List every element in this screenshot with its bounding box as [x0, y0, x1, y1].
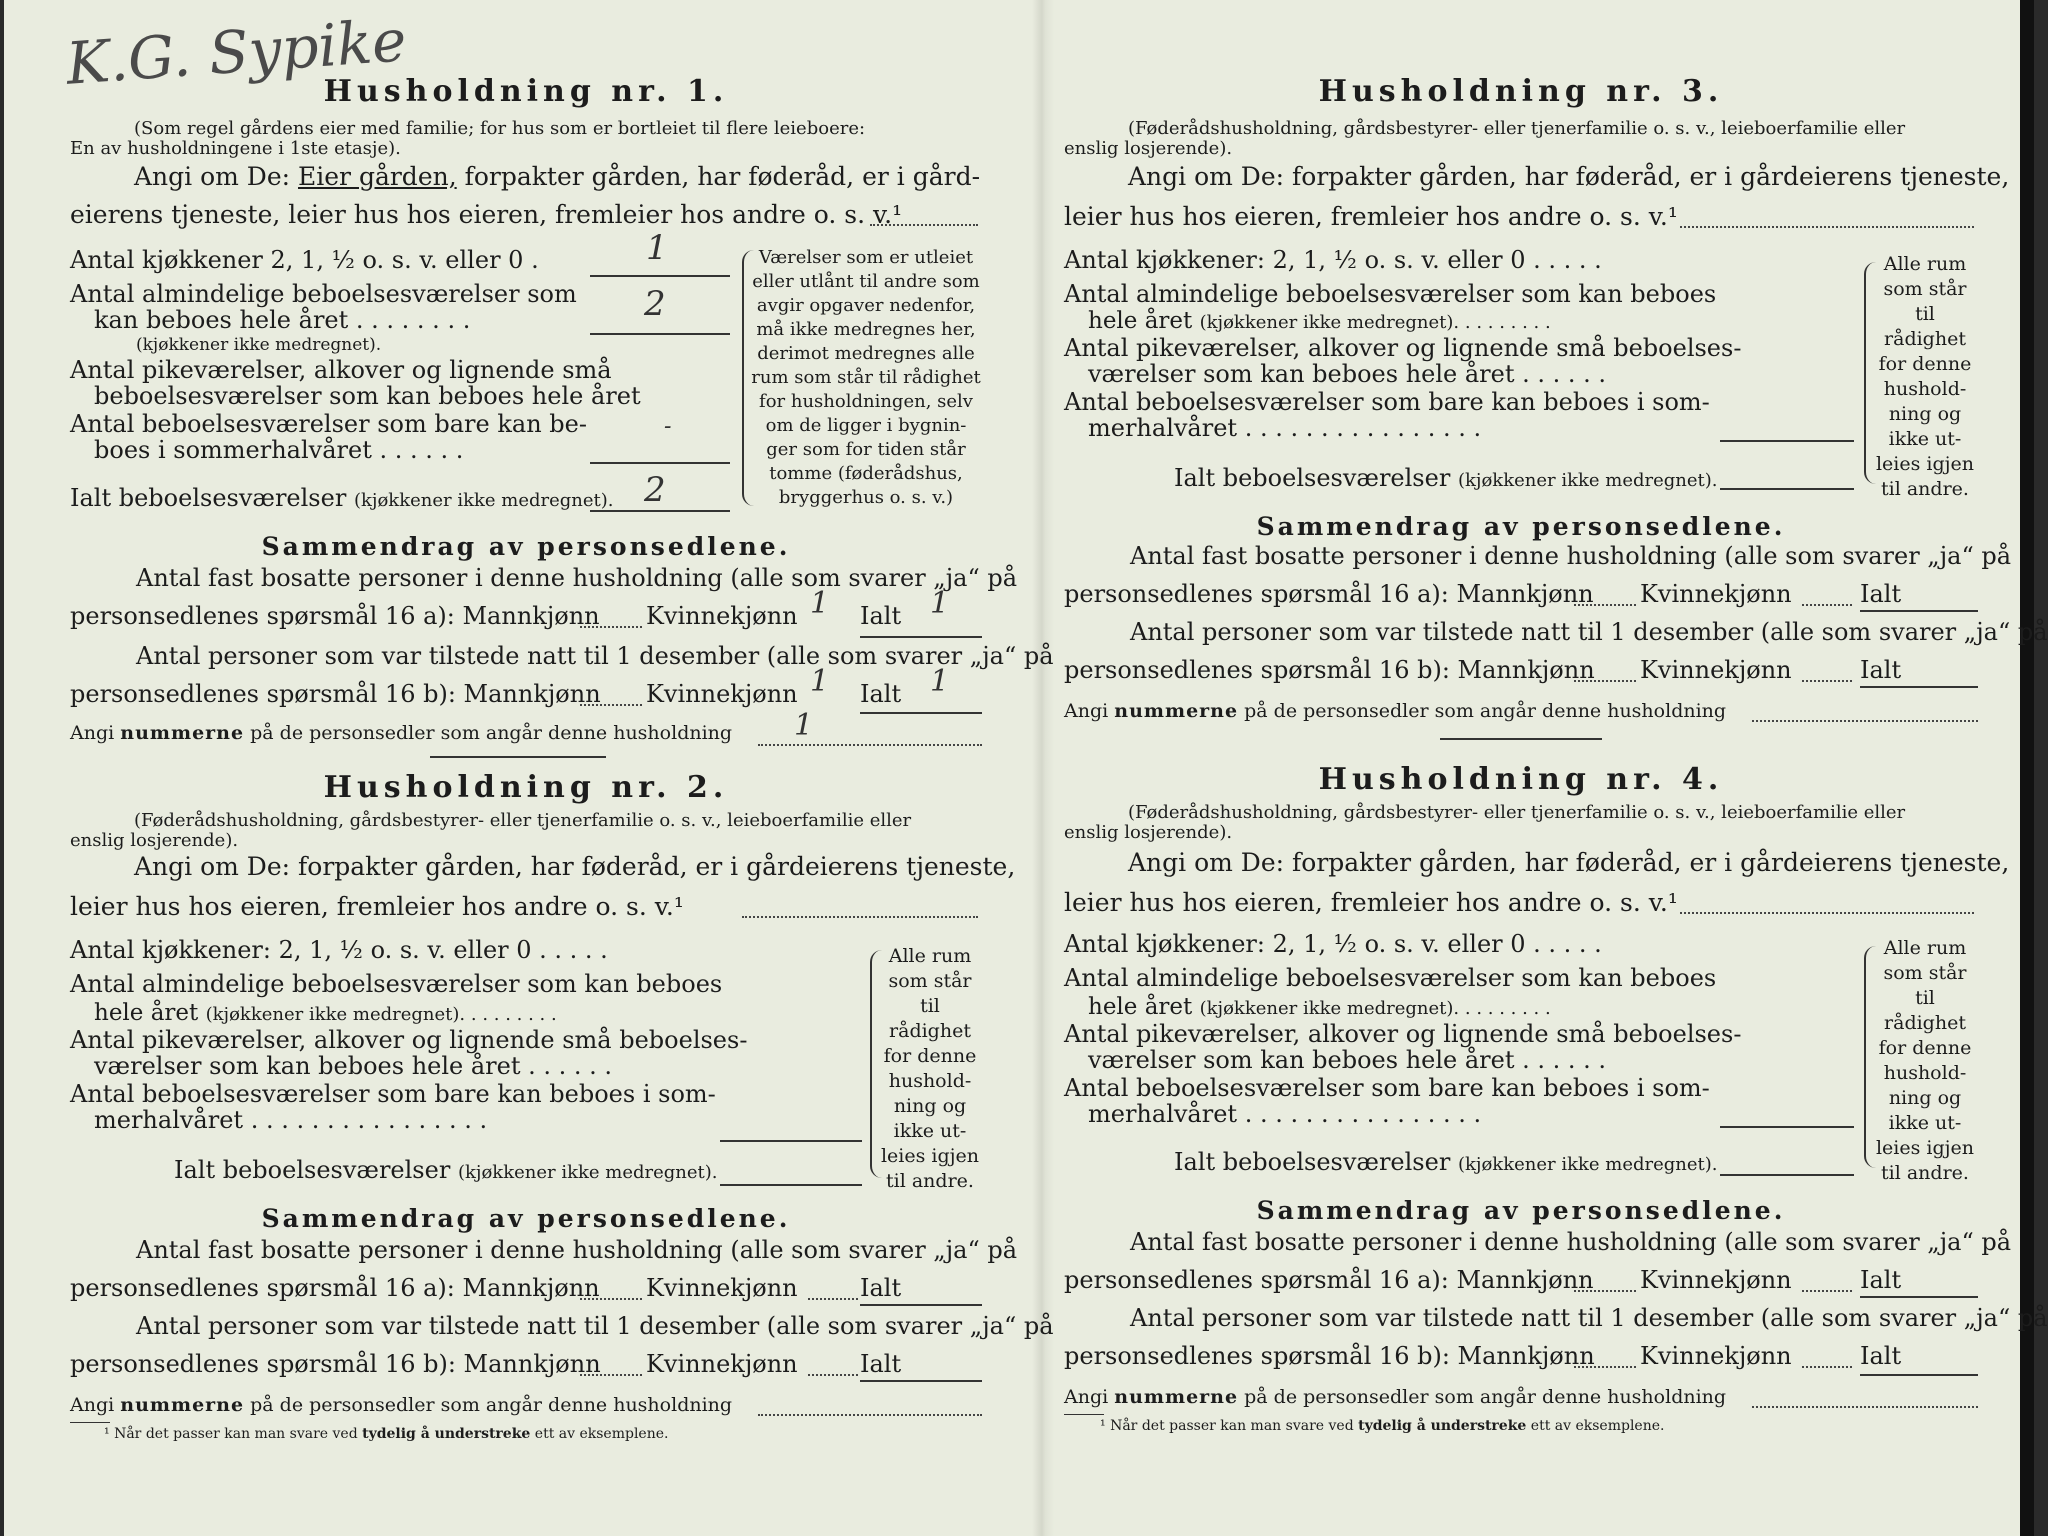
hh4-ialt-row: Ialt beboelsesværelser (kjøkkener ikke medregnet). [1174, 1148, 1718, 1176]
hh2-ialt-row: Ialt beboelsesværelser (kjøkkener ikke medregnet). [174, 1156, 718, 1184]
hh2-rooms-label-2: hele året (kjøkkener ikke medregnet). . . . . . . . . [94, 1000, 557, 1026]
hh3-title: Husholdning nr. 3. [1318, 74, 1724, 109]
hh4-nummer-row: Angi nummerne på de personsedler som angår denne husholdning [1064, 1386, 1727, 1408]
hh3-summer-line[interactable] [1720, 440, 1854, 442]
hh3-paren-1: (Føderådshusholdning, gårdsbestyrer- eller tjenerfamilie o. s. v., leieboerfamilie eller [1128, 118, 1906, 139]
hh3-b-kvinne-line[interactable] [1802, 680, 1852, 682]
hh1-kitchens-answer[interactable]: 1 [646, 228, 668, 268]
hh4-kitchens-label: Antal kjøkkener: 2, 1, ½ o. s. v. eller 0 . . . . . [1064, 930, 1602, 958]
census-form-page [4, 0, 2048, 1536]
hh3-maid-rooms-label-1: Antal pikeværelser, alkover og lignende små beboelses- [1064, 334, 1742, 362]
footnote-left: ¹ Når det passer kan man svare ved tydelig å understreke ett av eksemplene. [104, 1426, 669, 1442]
hh1-b-ialt-answer[interactable]: 1 [930, 664, 950, 699]
hh2-a-ialt-line[interactable] [860, 1304, 982, 1306]
hh1-a-mann-line[interactable] [580, 626, 642, 628]
hh1-a-kvinne-answer[interactable]: 1 [810, 586, 830, 621]
hh3-b-line-2: personsedlenes spørsmål 16 b): Mannkjønn [1064, 656, 1595, 684]
hh2-b-kvinne-line[interactable] [808, 1374, 858, 1376]
hh4-paren-1: (Føderådshusholdning, gårdsbestyrer- eller tjenerfamilie o. s. v., leieboerfamilie eller [1128, 802, 1906, 823]
hh3-nummer-line[interactable] [1752, 720, 1978, 722]
hh3-summary-title: Sammendrag av personsedlene. [1256, 512, 1786, 541]
hh3-a-line-1: Antal fast bosatte personer i denne husholdning (alle som svarer „ja“ på [1130, 542, 2012, 570]
hh4-rooms-label-1: Antal almindelige beboelsesværelser som kan beboes [1064, 964, 1717, 992]
hh1-angi-line-1: Angi om De: Eier gården, forpakter gården, har føderåd, er i gård- [134, 162, 981, 191]
hh2-a-kvinne-label: Kvinnekjønn [646, 1274, 798, 1302]
hh1-ialt-line[interactable] [590, 510, 730, 512]
hh2-a-line-1: Antal fast bosatte personer i denne husholdning (alle som svarer „ja“ på [136, 1236, 1018, 1264]
hh1-separator [430, 756, 606, 758]
hh3-ialt-line[interactable] [1720, 488, 1854, 490]
hh2-b-ialt-label: Ialt [860, 1350, 902, 1378]
footnote-right: ¹ Når det passer kan man svare ved tydelig å understreke ett av eksemplene. [1100, 1418, 1665, 1434]
hh2-angi-answer-line[interactable] [742, 916, 978, 918]
hh2-ialt-line[interactable] [720, 1184, 862, 1186]
hh4-b-ialt-label: Ialt [1860, 1342, 1902, 1370]
hh4-summer-label-2: merhalvåret . . . . . . . . . . . . . . . . [1088, 1100, 1482, 1128]
hh3-separator [1440, 738, 1602, 740]
hh2-angi-line-1: Angi om De: forpakter gården, har føderåd, er i gårdeierens tjeneste, [134, 852, 1016, 881]
hh1-b-ialt-line[interactable] [860, 712, 982, 714]
hh2-b-kvinne-label: Kvinnekjønn [646, 1350, 798, 1378]
hh2-a-line-2: personsedlenes spørsmål 16 a): Mannkjønn [70, 1274, 600, 1302]
hh1-rooms-label-2: kan beboes hele året . . . . . . . . [94, 306, 471, 334]
hh3-a-ialt-line[interactable] [1860, 610, 1978, 612]
hh1-side-note: Værelser som er utleiet eller utlånt til andre som avgir opgaver nedenfor, må ikke medregnes her, derimot medregnes alle rum som står til rådighet for husholdningen, selv om de ligger i bygnin- ger som for tiden står tomme (føderådshus, bryggerhus o. s. v.) [751, 247, 981, 508]
hh4-summer-line[interactable] [1720, 1126, 1854, 1128]
hh2-side-note: Alle rum som står til rådighet for denne hushold- ning og ikke ut- leies igjen til andre. [880, 945, 980, 1192]
hh4-angi-line-1: Angi om De: forpakter gården, har føderåd, er i gårdeierens tjeneste, [1128, 848, 2010, 877]
hh4-a-ialt-label: Ialt [1860, 1266, 1902, 1294]
hh1-summer-label-1: Antal beboelsesværelser som bare kan be- [70, 410, 587, 438]
hh1-kitchens-label: Antal kjøkkener 2, 1, ½ o. s. v. eller 0 . [70, 246, 539, 274]
left-column [70, 0, 1054, 1536]
hh4-b-line-1: Antal personer som var tilstede natt til 1 desember (alle som svarer „ja“ på [1130, 1304, 2048, 1332]
hh2-title: Husholdning nr. 2. [323, 770, 729, 805]
hh2-a-kvinne-line[interactable] [808, 1298, 858, 1300]
hh4-a-mann-line[interactable] [1574, 1290, 1636, 1292]
hh1-kitchens-line[interactable] [590, 275, 730, 277]
hh2-nummer-row: Angi nummerne på de personsedler som angår denne husholdning [70, 1394, 733, 1416]
hh4-angi-answer-line[interactable] [1680, 912, 1974, 914]
hh1-rooms-label-1: Antal almindelige beboelsesværelser som [70, 280, 577, 308]
hh2-maid-rooms-label-1: Antal pikeværelser, alkover og lignende små beboelses- [70, 1026, 748, 1054]
hh1-nummer-line[interactable] [758, 744, 982, 746]
hh2-nummer-line[interactable] [758, 1414, 982, 1416]
hh4-b-kvinne-label: Kvinnekjønn [1640, 1342, 1792, 1370]
hh2-paren-2: enslig losjerende). [70, 830, 239, 851]
hh3-angi-line-2: leier hus hos eieren, fremleier hos andre o. s. v.¹ [1064, 202, 1678, 231]
hh1-a-ialt-label: Ialt [860, 602, 902, 630]
hh1-summer-line[interactable] [590, 462, 730, 464]
hh1-summer-label-2: boes i sommerhalvåret . . . . . . [94, 436, 464, 464]
hh1-b-kvinne-answer[interactable]: 1 [810, 664, 830, 699]
hh3-b-line-1: Antal personer som var tilstede natt til 1 desember (alle som svarer „ja“ på [1130, 618, 2048, 646]
hh4-ialt-line[interactable] [1720, 1174, 1854, 1176]
hh4-b-ialt-line[interactable] [1860, 1374, 1978, 1376]
hh3-paren-2: enslig losjerende). [1064, 138, 1233, 159]
hh1-b-mann-line[interactable] [580, 704, 642, 706]
hh4-a-line-2: personsedlenes spørsmål 16 a): Mannkjønn [1064, 1266, 1594, 1294]
hh2-b-line-1: Antal personer som var tilstede natt til 1 desember (alle som svarer „ja“ på [136, 1312, 1054, 1340]
hh4-angi-line-2: leier hus hos eieren, fremleier hos andre o. s. v.¹ [1064, 888, 1678, 917]
hh3-a-kvinne-line[interactable] [1802, 604, 1852, 606]
hh1-b-line-1: Antal personer som var tilstede natt til 1 desember (alle som svarer „ja“ på [136, 642, 1054, 670]
hh1-eier-choice[interactable]: Eier gården, [298, 162, 457, 191]
handwritten-header: K.G. Sypike [64, 6, 409, 98]
hh4-title: Husholdning nr. 4. [1318, 762, 1724, 797]
footnote-rule-right [1064, 1414, 1104, 1415]
hh2-summer-line[interactable] [720, 1140, 862, 1142]
hh2-rooms-label-1: Antal almindelige beboelsesværelser som kan beboes [70, 970, 723, 998]
hh1-angi-answer-line[interactable] [870, 224, 978, 226]
hh2-angi-line-2: leier hus hos eieren, fremleier hos andre o. s. v.¹ [70, 892, 684, 921]
hh1-paren-2: En av husholdningene i 1ste etasje). [70, 138, 401, 159]
hh2-b-ialt-line[interactable] [860, 1380, 982, 1382]
hh4-a-kvinne-line[interactable] [1802, 1290, 1852, 1292]
hh3-maid-rooms-label-2: værelser som kan beboes hele året . . . . . . [1088, 360, 1607, 388]
hh1-summary-title: Sammendrag av personsedlene. [261, 532, 791, 561]
hh4-nummer-line[interactable] [1752, 1406, 1978, 1408]
hh4-paren-2: enslig losjerende). [1064, 822, 1233, 843]
hh1-paren-1: (Som regel gårdens eier med familie; for hus som er bortleiet til flere leieboere: [134, 118, 866, 139]
hh1-a-line-1: Antal fast bosatte personer i denne husholdning (alle som svarer „ja“ på [136, 564, 1018, 592]
right-column [1064, 0, 2048, 1536]
hh1-a-kvinne-label: Kvinnekjønn [646, 602, 798, 630]
hh1-b-kvinne-label: Kvinnekjønn [646, 680, 798, 708]
hh1-b-ialt-label: Ialt [860, 680, 902, 708]
hh4-side-note: Alle rum som står til rådighet for denne hushold- ning og ikke ut- leies igjen til andre. [1875, 937, 1975, 1184]
hh3-angi-line-1: Angi om De: forpakter gården, har føderåd, er i gårdeierens tjeneste, [1128, 162, 2010, 191]
hh4-b-line-2: personsedlenes spørsmål 16 b): Mannkjønn [1064, 1342, 1595, 1370]
hh1-maid-rooms-label-1: Antal pikeværelser, alkover og lignende små [70, 356, 612, 384]
hh1-summer-answer[interactable]: - [664, 414, 672, 439]
hh3-nummer-row: Angi nummerne på de personsedler som angår denne husholdning [1064, 700, 1727, 722]
hh4-summary-title: Sammendrag av personsedlene. [1256, 1196, 1786, 1225]
hh1-a-ialt-line[interactable] [860, 636, 982, 638]
hh4-rooms-label-2: hele året (kjøkkener ikke medregnet). . . . . . . . . [1088, 994, 1551, 1020]
hh1-maid-rooms-label-2: beboelsesværelser som kan beboes hele året [94, 382, 641, 410]
hh3-kitchens-label: Antal kjøkkener: 2, 1, ½ o. s. v. eller 0 . . . . . [1064, 246, 1602, 274]
hh1-rooms-answer[interactable]: 2 [644, 284, 666, 324]
hh2-kitchens-label: Antal kjøkkener: 2, 1, ½ o. s. v. eller 0 . . . . . [70, 936, 608, 964]
hh1-ialt-row: Ialt beboelsesværelser (kjøkkener ikke medregnet). [70, 484, 614, 512]
page-fold [1032, 0, 1054, 1536]
hh2-b-mann-line[interactable] [580, 1374, 642, 1376]
hh1-nummer-answer[interactable]: 1 [794, 708, 814, 743]
hh1-ialt-answer[interactable]: 2 [644, 470, 666, 510]
hh2-paren-1: (Føderådshusholdning, gårdsbestyrer- eller tjenerfamilie o. s. v., leieboerfamilie eller [134, 810, 912, 831]
hh1-a-ialt-answer[interactable]: 1 [930, 586, 950, 621]
hh3-angi-answer-line[interactable] [1680, 226, 1974, 228]
hh3-a-line-2: personsedlenes spørsmål 16 a): Mannkjønn [1064, 580, 1594, 608]
hh4-maid-rooms-label-2: værelser som kan beboes hele året . . . . . . [1088, 1046, 1607, 1074]
hh4-maid-rooms-label-1: Antal pikeværelser, alkover og lignende små beboelses- [1064, 1020, 1742, 1048]
hh4-a-kvinne-label: Kvinnekjønn [1640, 1266, 1792, 1294]
hh3-side-note: Alle rum som står til rådighet for denne hushold- ning og ikke ut- leies igjen til andre. [1875, 253, 1975, 500]
hh3-a-kvinne-label: Kvinnekjønn [1640, 580, 1792, 608]
hh1-angi-line-2: eierens tjeneste, leier hus hos eieren, fremleier hos andre o. s. v.¹ [70, 200, 903, 229]
hh3-ialt-row: Ialt beboelsesværelser (kjøkkener ikke medregnet). [1174, 464, 1718, 492]
hh3-b-mann-line[interactable] [1574, 680, 1636, 682]
hh3-a-ialt-label: Ialt [1860, 580, 1902, 608]
hh1-rooms-note: (kjøkkener ikke medregnet). [136, 335, 382, 355]
hh4-a-line-1: Antal fast bosatte personer i denne husholdning (alle som svarer „ja“ på [1130, 1228, 2012, 1256]
hh4-b-kvinne-line[interactable] [1802, 1366, 1852, 1368]
hh2-summer-label-1: Antal beboelsesværelser som bare kan beboes i som- [70, 1080, 716, 1108]
hh1-nummer-row: Angi nummerne på de personsedler som angår denne husholdning [70, 722, 733, 744]
hh1-title: Husholdning nr. 1. [323, 74, 729, 109]
hh3-summer-label-2: merhalvåret . . . . . . . . . . . . . . . . [1088, 414, 1482, 442]
hh1-a-line-2: personsedlenes spørsmål 16 a): Mannkjønn [70, 602, 600, 630]
hh3-summer-label-1: Antal beboelsesværelser som bare kan beboes i som- [1064, 388, 1710, 416]
hh2-a-ialt-label: Ialt [860, 1274, 902, 1302]
hh3-rooms-label-2: hele året (kjøkkener ikke medregnet). . . . . . . . . [1088, 308, 1551, 334]
hh3-b-ialt-label: Ialt [1860, 656, 1902, 684]
hh4-a-ialt-line[interactable] [1860, 1296, 1978, 1298]
hh2-maid-rooms-label-2: værelser som kan beboes hele året . . . . . . [94, 1052, 613, 1080]
footnote-rule-left [70, 1422, 110, 1423]
hh2-b-line-2: personsedlenes spørsmål 16 b): Mannkjønn [70, 1350, 601, 1378]
hh2-summary-title: Sammendrag av personsedlene. [261, 1204, 791, 1233]
hh3-rooms-label-1: Antal almindelige beboelsesværelser som kan beboes [1064, 280, 1717, 308]
hh4-summer-label-1: Antal beboelsesværelser som bare kan beboes i som- [1064, 1074, 1710, 1102]
hh1-b-line-2: personsedlenes spørsmål 16 b): Mannkjønn [70, 680, 601, 708]
hh3-a-mann-line[interactable] [1574, 604, 1636, 606]
hh2-a-mann-line[interactable] [580, 1298, 642, 1300]
hh3-b-kvinne-label: Kvinnekjønn [1640, 656, 1792, 684]
hh1-rooms-line[interactable] [590, 333, 730, 335]
hh4-b-mann-line[interactable] [1574, 1366, 1636, 1368]
hh2-summer-label-2: merhalvåret . . . . . . . . . . . . . . . . [94, 1106, 488, 1134]
hh3-b-ialt-line[interactable] [1860, 686, 1978, 688]
